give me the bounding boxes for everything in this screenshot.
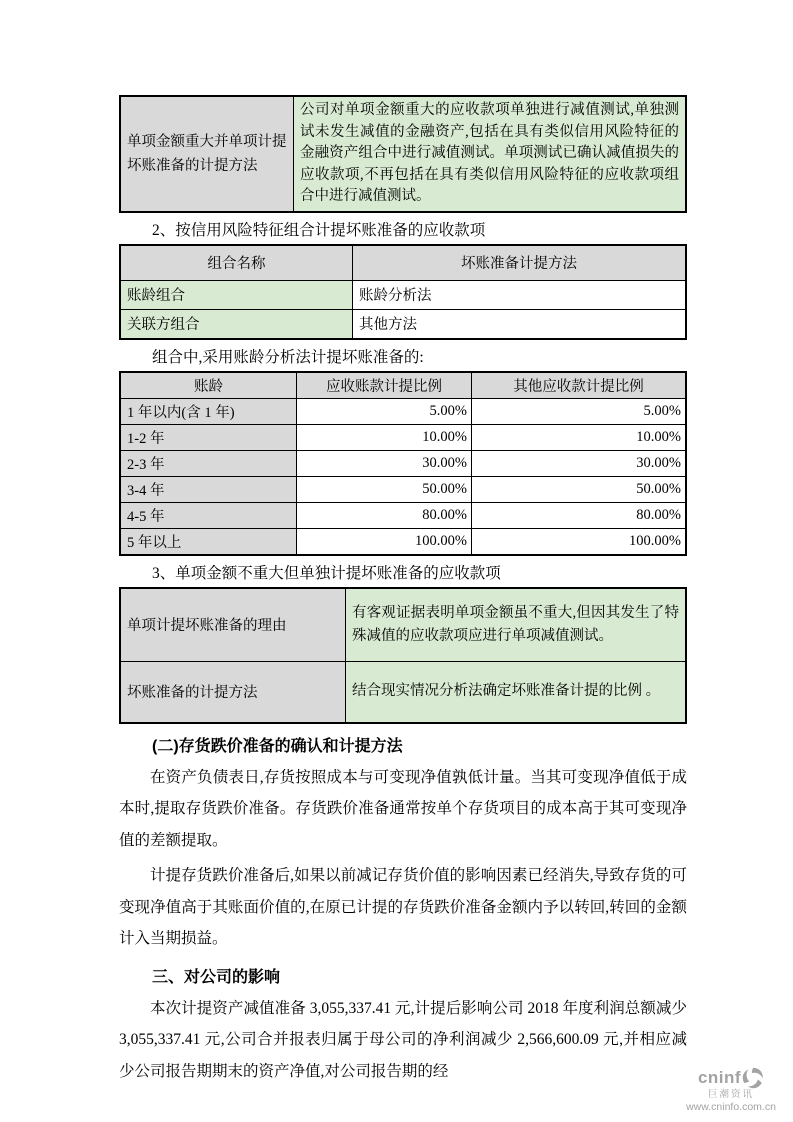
table-header-row (120, 245, 686, 281)
ratio-cell: 10.00% (297, 424, 472, 450)
cninfo-watermark (681, 1067, 781, 1114)
ratio-cell: 30.00% (297, 450, 472, 476)
ratio-cell: 5.00% (297, 398, 472, 424)
impact-paragraph: 本次计提资产减值准备 3,055,337.41 元,计提后影响公司 2018 年度利润总额减少 3,055,337.41 元,公司合并报表归属于母公司的净利润减少 2,566,600.09 元,并相应减少公司报告期期末的资产净值,对公司报告期的经 (119, 999, 687, 1080)
table-row (120, 588, 686, 662)
cninfo-chinese-name: 巨潮资讯 (707, 1089, 754, 1101)
table-row (120, 528, 686, 555)
table-row (120, 309, 686, 339)
ratio-cell: 50.00% (297, 476, 472, 502)
table-value-cell: 结合现实情况分析法确定坏账准备计提的比例 。 (346, 661, 687, 723)
table-cell: 其他方法 (353, 309, 687, 339)
table-header-row (120, 372, 686, 399)
ratio-cell: 80.00% (297, 502, 472, 528)
ratio-cell: 100.00% (297, 528, 472, 555)
table-value-cell: 公司对单项金额重大的应收款项单独进行减值测试,单独测试未发生减值的金融资产,包括在具有类似信用风险特征的金融资产组合中进行减值测试。单项测试已确认减值损失的应收款项,不再包括在具有类似信用风险特征的应收款项组合中进行减值测试。 (294, 96, 687, 212)
aging-bucket-cell: 2-3 年 (120, 450, 297, 476)
document-page (119, 95, 687, 1087)
table-label-cell: 坏账准备的计提方法 (120, 661, 346, 723)
cninfo-logo-text: cninf (697, 1067, 742, 1087)
cninfo-logo (681, 1067, 781, 1089)
cninfo-pinwheel-icon (742, 1067, 764, 1089)
ratio-cell: 10.00% (472, 424, 687, 450)
table-row (120, 450, 686, 476)
inventory-paragraph-1: 在资产负债表日,存货按照成本与可变现净值孰低计量。当其可变现净值低于成本时,提取存货跌价准备。存货跌价准备通常按单个存货项目的成本高于其可变现净值的差额提取。 (119, 768, 687, 849)
ratio-cell: 30.00% (472, 450, 687, 476)
table-label-cell: 单项金额重大并单项计提坏账准备的计提方法 (120, 96, 294, 212)
table-row (120, 280, 686, 309)
column-header: 应收账款计提比例 (297, 372, 472, 399)
section-heading-inventory: (二)存货跌价准备的确认和计提方法 (152, 737, 403, 755)
ratio-cell: 5.00% (472, 398, 687, 424)
aging-intro-text: 组合中,采用账龄分析法计提坏账准备的: (152, 348, 424, 366)
table-cell: 账龄分析法 (353, 280, 687, 309)
column-header: 坏账准备计提方法 (353, 245, 687, 281)
inventory-paragraph-2: 计提存货跌价准备后,如果以前减记存货价值的影响因素已经消失,导致存货的可变现净值高于其账面价值的,在原已计提的存货跌价准备金额内予以转回,转回的金额计入当期损益。 (119, 867, 687, 947)
ratio-cell: 50.00% (472, 476, 687, 502)
table-row (120, 476, 686, 502)
section-heading-individual-minor: 3、单项金额不重大但单独计提坏账准备的应收款项 (152, 564, 501, 582)
table-row (120, 661, 686, 723)
table-row (120, 398, 686, 424)
table-row (120, 502, 686, 528)
section-heading-impact: 三、对公司的影响 (152, 968, 281, 986)
aging-analysis-table (119, 371, 687, 556)
section-heading-credit-risk: 2、按信用风险特征组合计提坏账准备的应收款项 (152, 221, 486, 239)
significant-provision-table (119, 95, 687, 213)
table-label-cell: 单项计提坏账准备的理由 (120, 588, 346, 662)
ratio-cell: 100.00% (472, 528, 687, 555)
ratio-cell: 80.00% (472, 502, 687, 528)
table-cell: 账龄组合 (120, 280, 353, 309)
column-header: 组合名称 (120, 245, 353, 281)
table-value-cell: 有客观证据表明单项金额虽不重大,但因其发生了特殊减值的应收款项应进行单项减值测试。 (346, 588, 687, 662)
table-cell: 关联方组合 (120, 309, 353, 339)
aging-bucket-cell: 3-4 年 (120, 476, 297, 502)
aging-bucket-cell: 1-2 年 (120, 424, 297, 450)
aging-bucket-cell: 5 年以上 (120, 528, 297, 555)
aging-bucket-cell: 1 年以内(含 1 年) (120, 398, 297, 424)
column-header: 账龄 (120, 372, 297, 399)
table-row (120, 96, 686, 212)
aging-bucket-cell: 4-5 年 (120, 502, 297, 528)
individual-provision-table (119, 587, 687, 724)
cninfo-url: www.cninfo.com.cn (686, 1101, 776, 1114)
table-row (120, 424, 686, 450)
portfolio-table (119, 244, 687, 340)
column-header: 其他应收款计提比例 (472, 372, 687, 399)
